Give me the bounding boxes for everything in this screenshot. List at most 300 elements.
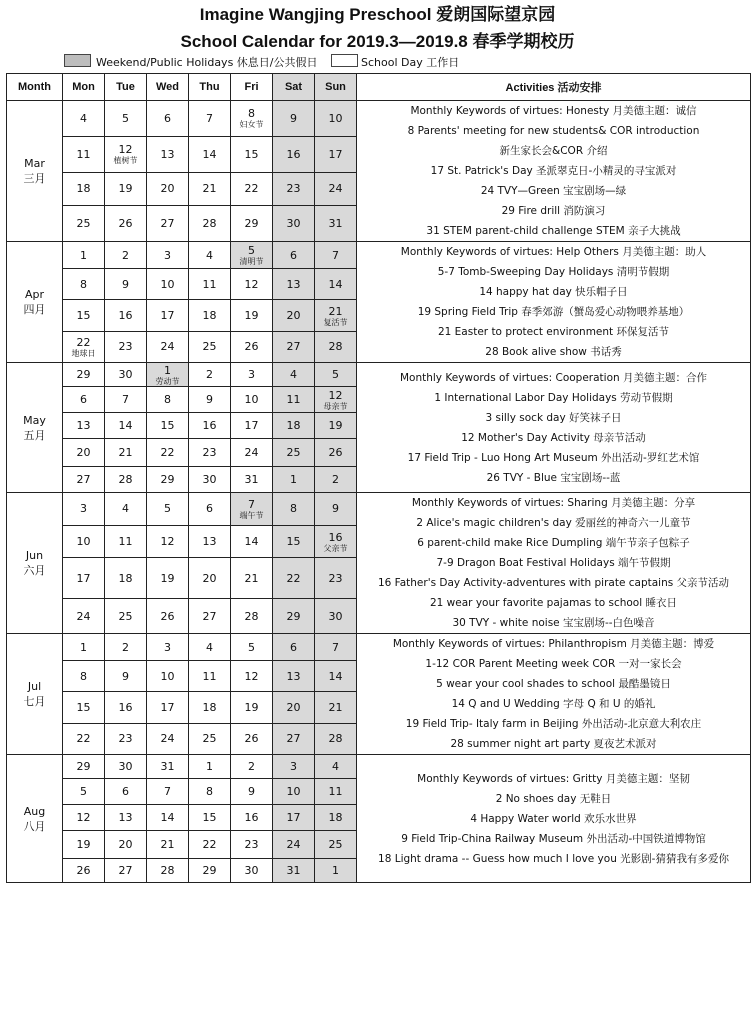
day-cell [189, 755, 231, 779]
day-cell [147, 413, 189, 439]
day-cell [231, 467, 273, 493]
day-number: 27 [76, 473, 91, 486]
week-row [7, 363, 751, 387]
activity-line: 新生家长会&COR 介绍 [499, 145, 608, 157]
day-number: 13 [202, 535, 217, 549]
day-number: 11 [202, 669, 217, 683]
day-cell [63, 493, 105, 526]
day-cell [147, 723, 189, 754]
day-cell [231, 661, 273, 692]
day-cell [273, 331, 315, 362]
day-cell [315, 525, 357, 558]
activities-cell [357, 363, 751, 493]
header-row [7, 74, 751, 101]
day-cell [315, 300, 357, 331]
month-cell [7, 242, 63, 363]
day-cell [105, 831, 147, 859]
activity-line: 21 wear your favorite pajamas to school 睡衣日 [429, 597, 677, 609]
day-number: 25 [202, 340, 217, 354]
day-number: 22 [76, 335, 91, 349]
day-number: 6 [290, 640, 297, 654]
day-number: 16 [202, 419, 217, 432]
day-cell [315, 779, 357, 805]
day-cell [147, 363, 189, 387]
day-cell [105, 755, 147, 779]
day-number: 12 [244, 669, 259, 683]
day-number: 28 [118, 473, 133, 486]
day-number: 31 [286, 864, 301, 877]
day-number: 1 [80, 248, 87, 262]
day-cell [231, 558, 273, 599]
day-number: 4 [80, 111, 87, 125]
week-row [7, 755, 751, 779]
holiday-note: 劳动节 [155, 376, 180, 386]
day-number: 7 [248, 497, 255, 511]
day-number: 15 [160, 419, 175, 432]
day-cell [273, 136, 315, 172]
day-number: 24 [286, 838, 301, 851]
day-cell [63, 439, 105, 467]
day-cell [273, 831, 315, 859]
day-cell [273, 661, 315, 692]
day-cell [231, 136, 273, 172]
day-number: 14 [328, 277, 343, 291]
day-cell [315, 493, 357, 526]
day-number: 3 [248, 368, 255, 381]
day-number: 19 [160, 571, 175, 585]
day-cell [63, 831, 105, 859]
day-cell [315, 723, 357, 754]
column-header: Sat [273, 74, 315, 101]
day-cell [273, 723, 315, 754]
day-cell [63, 413, 105, 439]
day-number: 29 [244, 217, 259, 231]
day-number: 2 [332, 473, 339, 486]
day-cell [273, 779, 315, 805]
day-cell [63, 101, 105, 137]
holiday-note: 植树节 [113, 156, 138, 166]
activity-line: 2 No shoes day 无鞋日 [495, 792, 612, 805]
day-number: 29 [202, 864, 217, 877]
month-cell [7, 363, 63, 493]
activity-line: 19 Field Trip- Italy farm in Beijing 外出活动-北京意大利农庄 [405, 718, 702, 730]
day-cell [147, 859, 189, 883]
day-cell [147, 269, 189, 300]
day-number: 23 [328, 571, 343, 585]
page-subtitle: School Calendar for 2019.3—2019.8 春季学期校历 [180, 32, 575, 51]
day-cell [315, 859, 357, 883]
day-cell [315, 101, 357, 137]
activity-line: Monthly Keywords of virtues: Honesty 月美德主题：诚信 [410, 105, 697, 117]
day-cell [189, 779, 231, 805]
day-number: 18 [118, 571, 133, 585]
day-number: 5 [332, 368, 339, 381]
legend-holiday-label: Weekend/Public Holidays 休息日/公共假日 [96, 56, 318, 69]
holiday-note: 母亲节 [323, 401, 348, 411]
day-cell [63, 242, 105, 269]
day-cell [231, 859, 273, 883]
day-number: 9 [122, 669, 129, 683]
day-number: 8 [290, 502, 297, 516]
day-cell [147, 525, 189, 558]
day-number: 7 [206, 111, 213, 125]
day-cell [105, 242, 147, 269]
day-cell [147, 101, 189, 137]
day-number: 18 [202, 309, 217, 323]
day-cell [63, 558, 105, 599]
activity-line: Monthly Keywords of virtues: Gritty 月美德主题：坚韧 [417, 772, 690, 785]
day-number: 4 [290, 368, 297, 381]
activity-line: 16 Father's Day Activity-adventures with pirate captains 父亲节活动 [377, 577, 730, 589]
activity-line: 5 wear your cool shades to school 最酷墨镜日 [436, 678, 671, 690]
day-cell [231, 172, 273, 206]
column-header: Tue [105, 74, 147, 101]
activity-line: 29 Fire drill 消防演习 [501, 205, 606, 217]
day-number: 20 [160, 182, 175, 196]
day-number: 24 [76, 609, 91, 623]
day-number: 13 [286, 277, 301, 291]
day-cell [273, 755, 315, 779]
day-number: 26 [76, 864, 91, 877]
day-number: 26 [244, 340, 259, 354]
day-number: 16 [244, 811, 259, 824]
day-cell [147, 755, 189, 779]
day-cell [273, 269, 315, 300]
day-cell [189, 206, 231, 242]
day-cell [231, 242, 273, 269]
day-cell [273, 525, 315, 558]
day-number: 30 [328, 609, 343, 623]
day-number: 6 [122, 785, 129, 798]
day-cell [315, 805, 357, 831]
day-cell [63, 300, 105, 331]
day-cell [105, 723, 147, 754]
day-cell [147, 387, 189, 413]
day-number: 18 [286, 419, 301, 432]
day-number: 1 [80, 640, 87, 654]
day-number: 27 [286, 340, 301, 354]
day-number: 27 [286, 732, 301, 746]
day-cell [105, 387, 147, 413]
day-cell [189, 525, 231, 558]
day-number: 24 [160, 340, 175, 354]
day-cell [189, 692, 231, 723]
day-cell [231, 300, 273, 331]
day-cell [147, 206, 189, 242]
day-number: 18 [76, 182, 91, 196]
column-header: Thu [189, 74, 231, 101]
day-number: 27 [160, 217, 175, 231]
day-cell [189, 387, 231, 413]
activity-line: Monthly Keywords of virtues: Cooperation 月美德主题：合作 [399, 371, 708, 384]
day-number: 24 [244, 446, 259, 459]
day-number: 11 [118, 535, 133, 549]
day-cell [273, 439, 315, 467]
day-cell [273, 363, 315, 387]
column-header: Sun [315, 74, 357, 101]
day-number: 1 [332, 864, 339, 877]
day-number: 6 [164, 111, 171, 125]
activity-line: 7-9 Dragon Boat Festival Holidays 端午节假期 [436, 557, 671, 569]
day-number: 9 [248, 785, 255, 798]
day-cell [315, 831, 357, 859]
day-number: 12 [328, 388, 343, 402]
day-cell [105, 172, 147, 206]
day-cell [273, 634, 315, 661]
holiday-note: 复活节 [323, 317, 348, 327]
day-number: 20 [202, 571, 217, 585]
day-cell [315, 387, 357, 413]
day-cell [189, 599, 231, 634]
activity-line: 1-12 COR Parent Meeting week COR 一对一家长会 [425, 658, 682, 670]
day-number: 27 [118, 864, 133, 877]
day-number: 10 [160, 669, 175, 683]
day-number: 18 [328, 811, 343, 824]
day-number: 10 [328, 111, 343, 125]
day-number: 29 [76, 760, 91, 773]
day-cell [273, 558, 315, 599]
day-cell [315, 269, 357, 300]
day-number: 7 [332, 640, 339, 654]
day-cell [231, 634, 273, 661]
day-cell [315, 599, 357, 634]
day-cell [273, 599, 315, 634]
day-cell [105, 859, 147, 883]
calendar-table [6, 73, 751, 883]
day-number: 16 [328, 530, 343, 544]
holiday-note: 父亲节 [323, 543, 348, 553]
day-cell [315, 439, 357, 467]
day-number: 14 [328, 669, 343, 683]
day-cell [105, 634, 147, 661]
day-number: 11 [328, 785, 343, 798]
day-number: 25 [76, 217, 91, 231]
day-cell [315, 363, 357, 387]
day-number: 6 [290, 248, 297, 262]
day-cell [273, 413, 315, 439]
day-cell [273, 242, 315, 269]
school-day-swatch [331, 54, 358, 67]
activity-line: 31 STEM parent-child challenge STEM 亲子大挑战 [426, 225, 681, 237]
day-cell [189, 413, 231, 439]
day-number: 14 [118, 419, 133, 432]
month-zh: 三月 [23, 172, 46, 185]
day-number: 4 [122, 502, 129, 516]
day-cell [147, 599, 189, 634]
day-number: 26 [328, 446, 343, 459]
day-cell [231, 723, 273, 754]
day-cell [315, 558, 357, 599]
day-cell [273, 101, 315, 137]
week-row [7, 101, 751, 137]
day-cell [315, 634, 357, 661]
day-cell [63, 692, 105, 723]
day-number: 19 [244, 701, 259, 715]
day-cell [63, 599, 105, 634]
day-number: 15 [286, 535, 301, 549]
day-cell [231, 206, 273, 242]
day-number: 15 [76, 701, 91, 715]
activity-line: 6 parent-child make Rice Dumpling 端午节亲子包粽子 [417, 537, 690, 549]
day-cell [189, 467, 231, 493]
day-cell [105, 206, 147, 242]
activity-line: 17 St. Patrick's Day 圣派翠克日-小精灵的寻宝派对 [430, 165, 677, 177]
day-number: 2 [206, 368, 213, 381]
day-cell [273, 387, 315, 413]
day-number: 14 [244, 535, 259, 549]
day-number: 20 [286, 309, 301, 323]
day-number: 25 [202, 732, 217, 746]
activity-line: 24 TVY—Green 宝宝剧场—绿 [480, 185, 627, 197]
day-cell [315, 661, 357, 692]
day-number: 7 [122, 393, 129, 406]
day-cell [147, 805, 189, 831]
holiday-note: 妇女节 [239, 120, 264, 130]
day-cell [273, 172, 315, 206]
day-number: 9 [290, 111, 297, 125]
day-number: 22 [244, 182, 259, 196]
day-cell [315, 692, 357, 723]
day-number: 24 [328, 182, 343, 196]
month-cell [7, 101, 63, 242]
day-cell [315, 755, 357, 779]
day-number: 20 [118, 838, 133, 851]
column-header: Activities 活动安排 [357, 74, 751, 101]
holiday-note: 地球日 [71, 348, 96, 358]
day-cell [231, 387, 273, 413]
day-number: 3 [164, 640, 171, 654]
day-cell [189, 172, 231, 206]
day-number: 17 [286, 811, 301, 824]
month-en: May [23, 413, 46, 427]
day-cell [315, 467, 357, 493]
week-row [7, 634, 751, 661]
day-cell [231, 493, 273, 526]
day-cell [315, 413, 357, 439]
month-zh: 六月 [23, 564, 46, 577]
day-number: 19 [328, 419, 343, 432]
day-cell [105, 779, 147, 805]
activity-line: 19 Spring Field Trip 春季郊游（蟹岛爱心动物喂养基地） [417, 306, 690, 318]
activities-cell [357, 493, 751, 634]
day-cell [231, 363, 273, 387]
day-number: 23 [244, 838, 259, 851]
day-number: 13 [286, 669, 301, 683]
day-cell [147, 493, 189, 526]
activity-line: 1 International Labor Day Holidays 劳动节假期 [434, 391, 673, 404]
day-number: 21 [244, 571, 259, 585]
day-number: 1 [164, 363, 171, 377]
day-number: 24 [160, 732, 175, 746]
day-number: 26 [160, 609, 175, 623]
day-cell [105, 363, 147, 387]
activities-cell [357, 242, 751, 363]
day-number: 3 [80, 502, 87, 516]
month-zh: 七月 [23, 695, 46, 708]
day-number: 8 [248, 107, 255, 121]
day-cell [63, 387, 105, 413]
day-number: 28 [160, 864, 175, 877]
day-cell [189, 101, 231, 137]
day-cell [147, 439, 189, 467]
day-number: 21 [328, 701, 343, 715]
day-cell [147, 661, 189, 692]
day-number: 26 [118, 217, 133, 231]
day-cell [63, 206, 105, 242]
day-cell [105, 136, 147, 172]
day-number: 12 [160, 535, 175, 549]
day-cell [189, 634, 231, 661]
day-cell [273, 859, 315, 883]
day-number: 22 [202, 838, 217, 851]
day-cell [315, 172, 357, 206]
activity-line: 9 Field Trip-China Railway Museum 外出活动-中国铁道博物馆 [401, 832, 706, 845]
month-en: Aug [23, 804, 46, 818]
month-en: Jun [25, 549, 44, 562]
day-cell [63, 755, 105, 779]
day-number: 17 [160, 701, 175, 715]
day-cell [189, 331, 231, 362]
day-number: 25 [328, 838, 343, 851]
day-number: 10 [286, 785, 301, 798]
day-number: 2 [248, 760, 255, 773]
day-number: 25 [286, 446, 301, 459]
day-number: 3 [164, 248, 171, 262]
day-number: 20 [76, 446, 91, 459]
activity-line: 28 summer night art party 夏夜艺术派对 [450, 738, 657, 750]
day-number: 7 [164, 785, 171, 798]
day-cell [273, 805, 315, 831]
day-number: 8 [80, 669, 87, 683]
day-cell [105, 805, 147, 831]
column-header: Wed [147, 74, 189, 101]
day-cell [189, 805, 231, 831]
day-cell [231, 805, 273, 831]
day-cell [147, 634, 189, 661]
day-number: 2 [122, 640, 129, 654]
day-cell [231, 525, 273, 558]
day-cell [273, 493, 315, 526]
day-number: 15 [244, 147, 259, 161]
day-number: 13 [118, 811, 133, 824]
day-number: 9 [332, 502, 339, 516]
activity-line: 3 silly sock day 好笑袜子日 [485, 411, 622, 424]
day-number: 20 [286, 701, 301, 715]
day-cell [231, 755, 273, 779]
day-number: 10 [76, 535, 91, 549]
activity-line: 30 TVY - white noise 宝宝剧场--白色噪音 [452, 617, 655, 629]
week-row [7, 493, 751, 526]
day-number: 11 [286, 393, 301, 406]
day-cell [231, 269, 273, 300]
day-cell [189, 242, 231, 269]
day-cell [189, 831, 231, 859]
day-number: 15 [76, 309, 91, 323]
day-cell [147, 242, 189, 269]
day-cell [315, 136, 357, 172]
day-number: 21 [160, 838, 175, 851]
day-cell [63, 723, 105, 754]
day-number: 21 [118, 446, 133, 459]
day-number: 18 [202, 701, 217, 715]
day-number: 30 [244, 864, 259, 877]
month-cell [7, 755, 63, 883]
day-cell [105, 692, 147, 723]
day-number: 13 [76, 419, 91, 432]
day-cell [189, 723, 231, 754]
day-cell [63, 525, 105, 558]
day-cell [189, 136, 231, 172]
